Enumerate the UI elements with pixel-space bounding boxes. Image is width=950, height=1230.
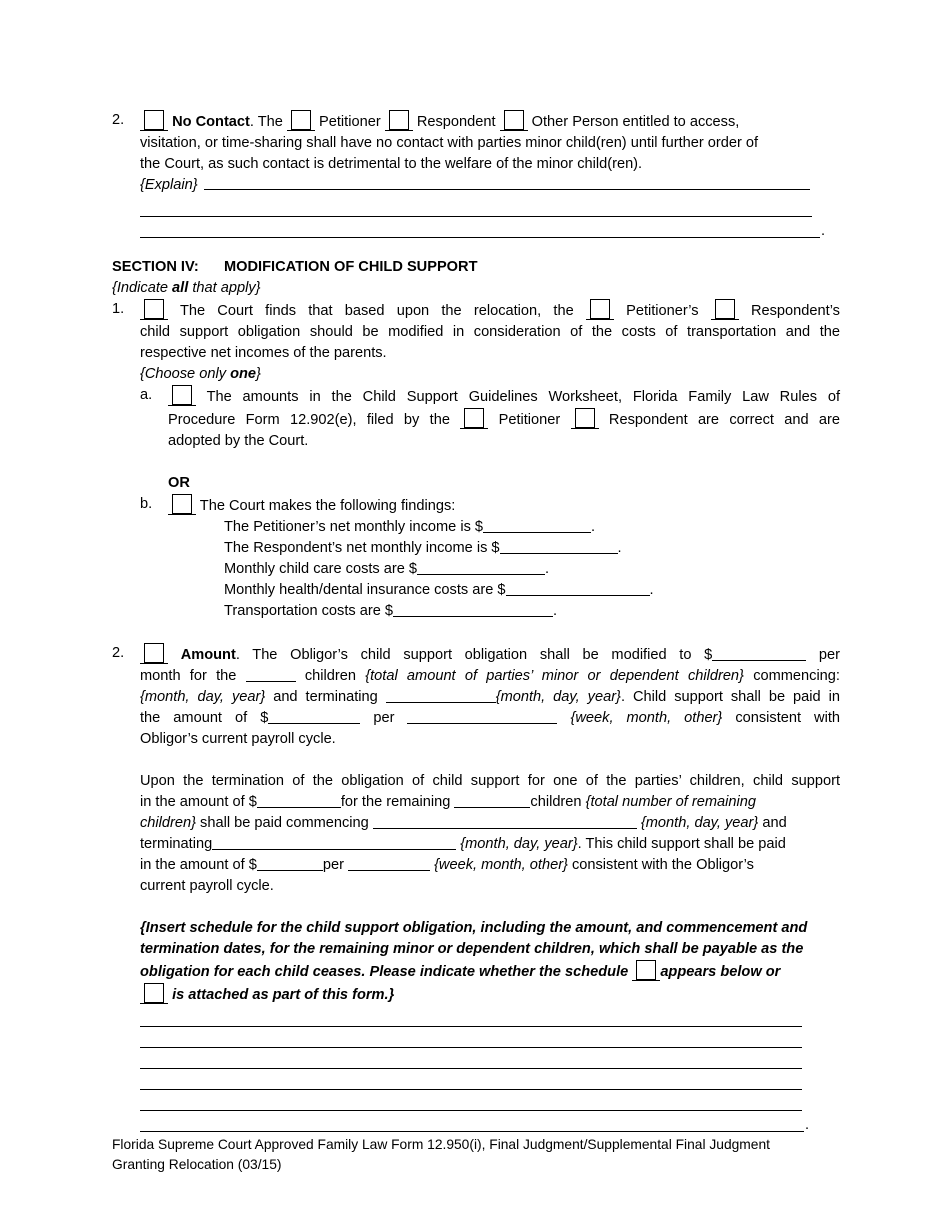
remaining-terminating-field[interactable] bbox=[212, 835, 456, 850]
finding-child-care: Monthly child care costs are $ . bbox=[224, 561, 550, 577]
explain-field[interactable] bbox=[204, 175, 810, 190]
explain-row bbox=[112, 175, 840, 196]
remaining-paid-amount-field[interactable] bbox=[257, 856, 323, 871]
no-contact-line2: visitation, or time-sharing shall have no contact with parties minor child(ren) until further order of bbox=[140, 135, 759, 151]
modified-amount-field[interactable] bbox=[712, 646, 806, 661]
option-a-line3: adopted by the Court. bbox=[168, 433, 309, 449]
page-footer bbox=[112, 1135, 852, 1175]
termination-line3: children} shall be paid commencing {month, day, year} and bbox=[140, 815, 787, 831]
finding-transportation: Transportation costs are $ . bbox=[224, 603, 558, 619]
amount-line3: {month, day, year} and terminating {month, day, year}. Child support shall be paid in bbox=[140, 689, 840, 705]
transportation-field[interactable] bbox=[393, 602, 553, 617]
item1-line2: child support obligation should be modified in consideration of the costs of transportation and the bbox=[140, 324, 840, 340]
paid-amount-field[interactable] bbox=[268, 709, 360, 724]
option-b-checkbox[interactable] bbox=[172, 494, 192, 514]
period-field[interactable] bbox=[407, 709, 557, 724]
termination-line4: terminating {month, day, year}. This child support shall be paid bbox=[140, 836, 786, 852]
children-count-field[interactable] bbox=[246, 667, 296, 682]
amount-checkbox[interactable] bbox=[144, 643, 164, 663]
no-contact-line3: the Court, as such contact is detrimental to the welfare of the minor child(ren). bbox=[140, 156, 643, 172]
schedule-line-1[interactable] bbox=[140, 1006, 802, 1027]
court-finds-checkbox[interactable] bbox=[144, 299, 164, 319]
termination-line5: in the amount of $ per {week, month, other} consistent with the Obligor’s bbox=[140, 857, 754, 873]
insert-instruction-2: termination dates, for the remaining minor or dependent children, which shall be payable as the bbox=[140, 941, 804, 957]
finding-respondent-income: The Respondent’s net monthly income is $ . bbox=[224, 540, 622, 556]
option-a-checkbox[interactable] bbox=[172, 385, 192, 405]
explain-label: {Explain} bbox=[140, 177, 198, 193]
option-a-respondent-checkbox[interactable] bbox=[575, 408, 595, 428]
schedule-line-4[interactable] bbox=[140, 1069, 802, 1090]
schedule-line-6[interactable]: . bbox=[140, 1111, 804, 1132]
amount-line2: month for the children {total amount of parties’ minor or dependent children} commencing: bbox=[140, 668, 840, 684]
no-contact-checkbox[interactable] bbox=[144, 110, 164, 130]
insert-instruction-3: obligation for each child ceases. Please indicate whether the schedule appears below or bbox=[112, 960, 840, 983]
or-label: OR bbox=[168, 475, 190, 491]
schedule-line-2[interactable] bbox=[140, 1027, 802, 1048]
indicate-all-instruction: {Indicate all that apply} bbox=[112, 280, 261, 296]
choose-one-instruction: {Choose only one} bbox=[140, 366, 261, 382]
appears-below-checkbox[interactable] bbox=[636, 960, 656, 980]
schedule-line-5[interactable] bbox=[140, 1090, 802, 1111]
section-label: SECTION IV: bbox=[112, 259, 199, 275]
other-person-checkbox[interactable] bbox=[504, 110, 524, 130]
item1-line1: 1. The Court finds that based upon the relocation, the Petitioner’s Respondent’s bbox=[112, 301, 840, 319]
insurance-field[interactable] bbox=[506, 581, 650, 596]
explain-line-3[interactable]: . bbox=[140, 217, 820, 238]
amount-line1: 2. Amount. The Obligor’s child support obligation shall be modified to $ per bbox=[112, 645, 841, 663]
petitioner-checkbox[interactable] bbox=[291, 110, 311, 130]
remaining-commencing-field[interactable] bbox=[373, 814, 637, 829]
footer-line-2: Granting Relocation (03/15) bbox=[112, 1157, 282, 1172]
remaining-period-field[interactable] bbox=[348, 856, 430, 871]
schedule-line-3[interactable] bbox=[140, 1048, 802, 1069]
item1-line3: respective net incomes of the parents. bbox=[140, 345, 387, 361]
termination-line2: in the amount of $ for the remaining children {total number of remaining bbox=[140, 794, 756, 810]
option-a-line1: a. The amounts in the Child Support Guidelines Worksheet, Florida Family Law Rules of bbox=[140, 387, 840, 405]
remaining-children-field[interactable] bbox=[454, 793, 530, 808]
option-a-line2: Procedure Form 12.902(e), filed by the Petitioner Respondent are correct and are bbox=[112, 408, 840, 431]
petitioner-income-field[interactable] bbox=[483, 518, 591, 533]
option-b-line1: b. The Court makes the following findings: bbox=[140, 496, 456, 514]
respondent-checkbox[interactable] bbox=[389, 110, 409, 130]
terminating-date-field[interactable] bbox=[386, 688, 496, 703]
section-title: MODIFICATION OF CHILD SUPPORT bbox=[224, 259, 478, 275]
remaining-amount-field[interactable] bbox=[257, 793, 341, 808]
termination-line1: Upon the termination of the obligation of child support for one of the parties’ children, child support bbox=[140, 773, 840, 789]
amount-line4: the amount of $ per {week, month, other} consistent with bbox=[140, 710, 841, 726]
item-number: 2. bbox=[112, 112, 125, 128]
insert-instruction-1: {Insert schedule for the child support obligation, including the amount, and commencement and bbox=[140, 920, 808, 936]
finding-insurance: Monthly health/dental insurance costs are $ . bbox=[224, 582, 654, 598]
insert-instruction-4: is attached as part of this form.} bbox=[112, 983, 840, 1006]
respondent-income-field[interactable] bbox=[500, 539, 618, 554]
petitioners-checkbox[interactable] bbox=[590, 299, 610, 319]
attached-checkbox[interactable] bbox=[144, 983, 164, 1003]
finding-petitioner-income: The Petitioner’s net monthly income is $ . bbox=[224, 519, 596, 535]
termination-line6: current payroll cycle. bbox=[140, 878, 274, 894]
footer-line-1: Florida Supreme Court Approved Family Law Form 12.950(i), Final Judgment/Supplemental Final Judgment bbox=[112, 1137, 770, 1152]
respondents-checkbox[interactable] bbox=[715, 299, 735, 319]
option-a-petitioner-checkbox[interactable] bbox=[464, 408, 484, 428]
no-contact-line1: 2. No Contact. The Petitioner Respondent Other Person entitled to access, bbox=[112, 112, 740, 130]
section-heading bbox=[112, 257, 840, 278]
form-page bbox=[112, 110, 840, 1132]
explain-line-2[interactable] bbox=[140, 196, 812, 217]
child-care-field[interactable] bbox=[417, 560, 545, 575]
no-contact-title: No Contact bbox=[172, 114, 250, 130]
amount-line5: Obligor’s current payroll cycle. bbox=[140, 731, 336, 747]
